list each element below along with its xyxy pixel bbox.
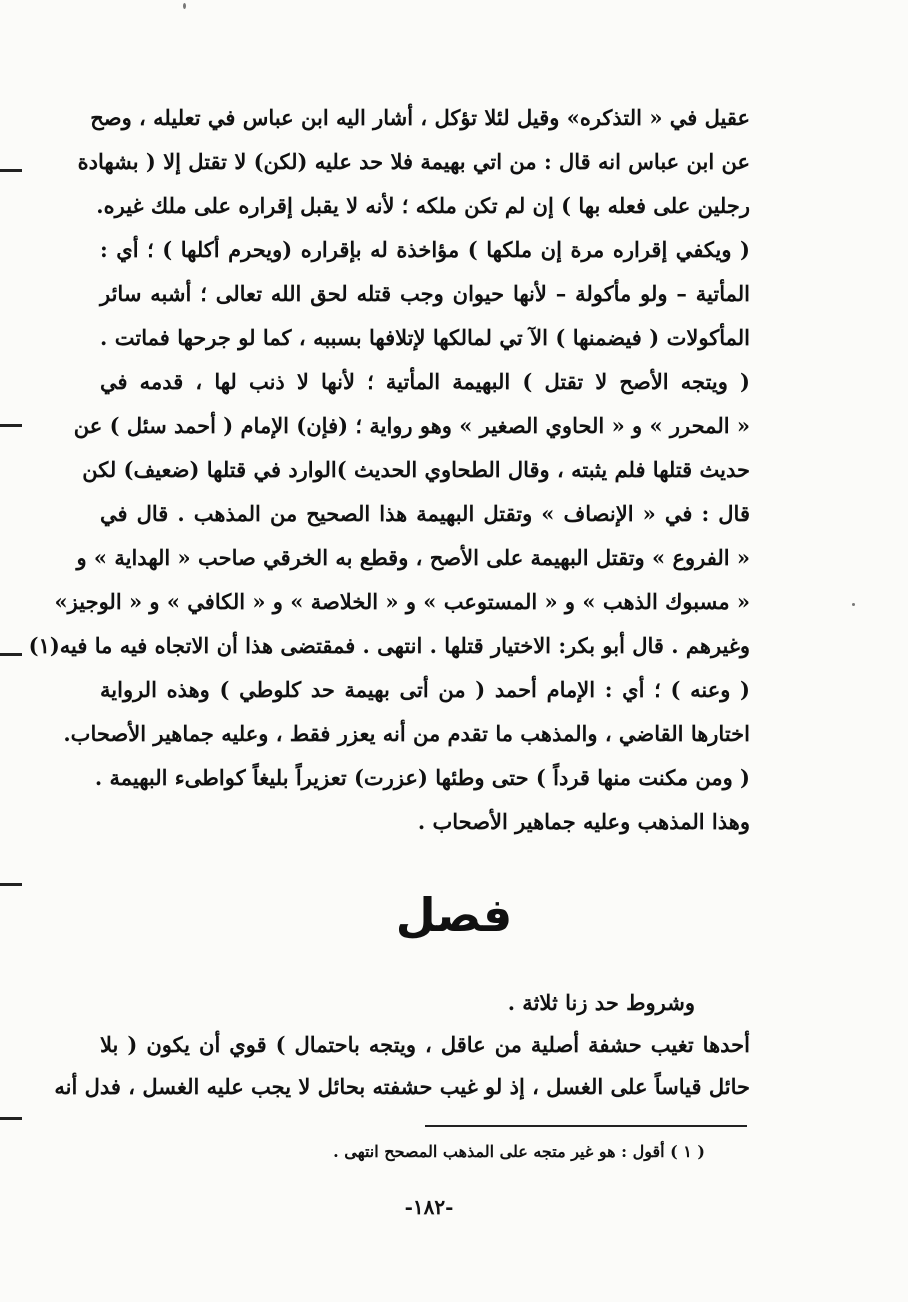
section-text — [54, 982, 750, 1108]
section-heading: فصل — [395, 888, 513, 942]
text-line: قال : في « الإنصاف » وتقتل البهيمة هذا الصحيح من المذهب . قال في — [100, 501, 750, 526]
text-line: اختارها القاضي ، والمذهب ما تقدم من أنه يعزر فقط ، وعليه جماهير الأصحاب. — [63, 721, 750, 746]
margin-mark — [0, 1117, 22, 1120]
text-line: حديث قتلها فلم يثبته ، وقال الطحاوي الحديث )الوارد في قتلها (ضعيف) لكن — [82, 457, 750, 482]
margin-mark — [0, 653, 22, 656]
text-line: « المحرر » و « الحاوي الصغير » وهو رواية ؛ (فإن) الإمام ( أحمد سئل ) عن — [73, 413, 750, 438]
text-line: عقيل في « التذكره» وقيل لئلا تؤكل ، أشار اليه ابن عباس في تعليله ، وصح — [90, 105, 750, 130]
margin-mark — [0, 424, 22, 427]
footnote: ( ١ ) أقول : هو غير متجه على المذهب المصحح انتهى . — [333, 1142, 705, 1161]
text-line: وغيرهم . قال أبو بكر: الاختيار قتلها . انتهى . فمقتضى هذا أن الاتجاه فيه ما فيه(١) — [28, 633, 750, 658]
text-line: أحدها تغيب حشفة أصلية من عاقل ، ويتجه باحتمال ) قوي أن يكون ( بلا — [100, 1032, 750, 1057]
footnote-divider — [425, 1125, 747, 1127]
scan-speck — [183, 3, 186, 9]
text-line: المأتية – ولو مأكولة – لأنها حيوان وجب قتله لحق الله تعالى ؛ أشبه سائر — [100, 281, 750, 306]
text-line: وهذا المذهب وعليه جماهير الأصحاب . — [417, 809, 750, 834]
text-line: المأكولات ( فيضمنها ) الآ تي لمالكها لإتلافها بسببه ، كما لو جرحها فماتت . — [100, 325, 750, 350]
text-line: ( ومن مكنت منها قرداً ) حتى وطئها (عزرت) تعزيراً بليغاً كواطىء البهيمة . — [94, 765, 750, 790]
text-line: ( وعنه ) ؛ أي : الإمام أحمد ( من أتى بهيمة حد كلوطي ) وهذه الرواية — [100, 677, 750, 702]
margin-mark — [0, 169, 22, 172]
main-text — [28, 96, 750, 844]
text-line: حائل قياساً على الغسل ، إذ لو غيب حشفته بحائل لا يجب عليه الغسل ، فدل أنه — [54, 1074, 750, 1099]
text-line: وشروط حد زنا ثلاثة . — [507, 990, 695, 1015]
page-number: -١٨٢- — [404, 1195, 454, 1219]
text-line: ( ويكفي إقراره مرة إن ملكها ) مؤاخذة له بإقراره (ويحرم أكلها ) ؛ أي : — [100, 237, 750, 262]
margin-mark — [0, 883, 22, 886]
text-line: رجلين على فعله بها ) إن لم تكن ملكه ؛ لأنه لا يقبل إقراره على ملك غيره. — [96, 193, 750, 218]
text-line: « مسبوك الذهب » و « المستوعب » و « الخلاصة » و « الكافي » و « الوجيز» — [54, 589, 750, 614]
text-line: عن ابن عباس انه قال : من اتي بهيمة فلا حد عليه (لكن) لا تقتل إلا ( بشهادة — [77, 149, 750, 174]
scan-speck — [852, 603, 855, 606]
text-line: « الفروع » وتقتل البهيمة على الأصح ، وقطع به الخرقي صاحب « الهداية » و — [76, 545, 750, 570]
text-line: ( ويتجه الأصح لا تقتل ) البهيمة المأتية ؛ لأنها لا ذنب لها ، قدمه في — [100, 369, 750, 394]
